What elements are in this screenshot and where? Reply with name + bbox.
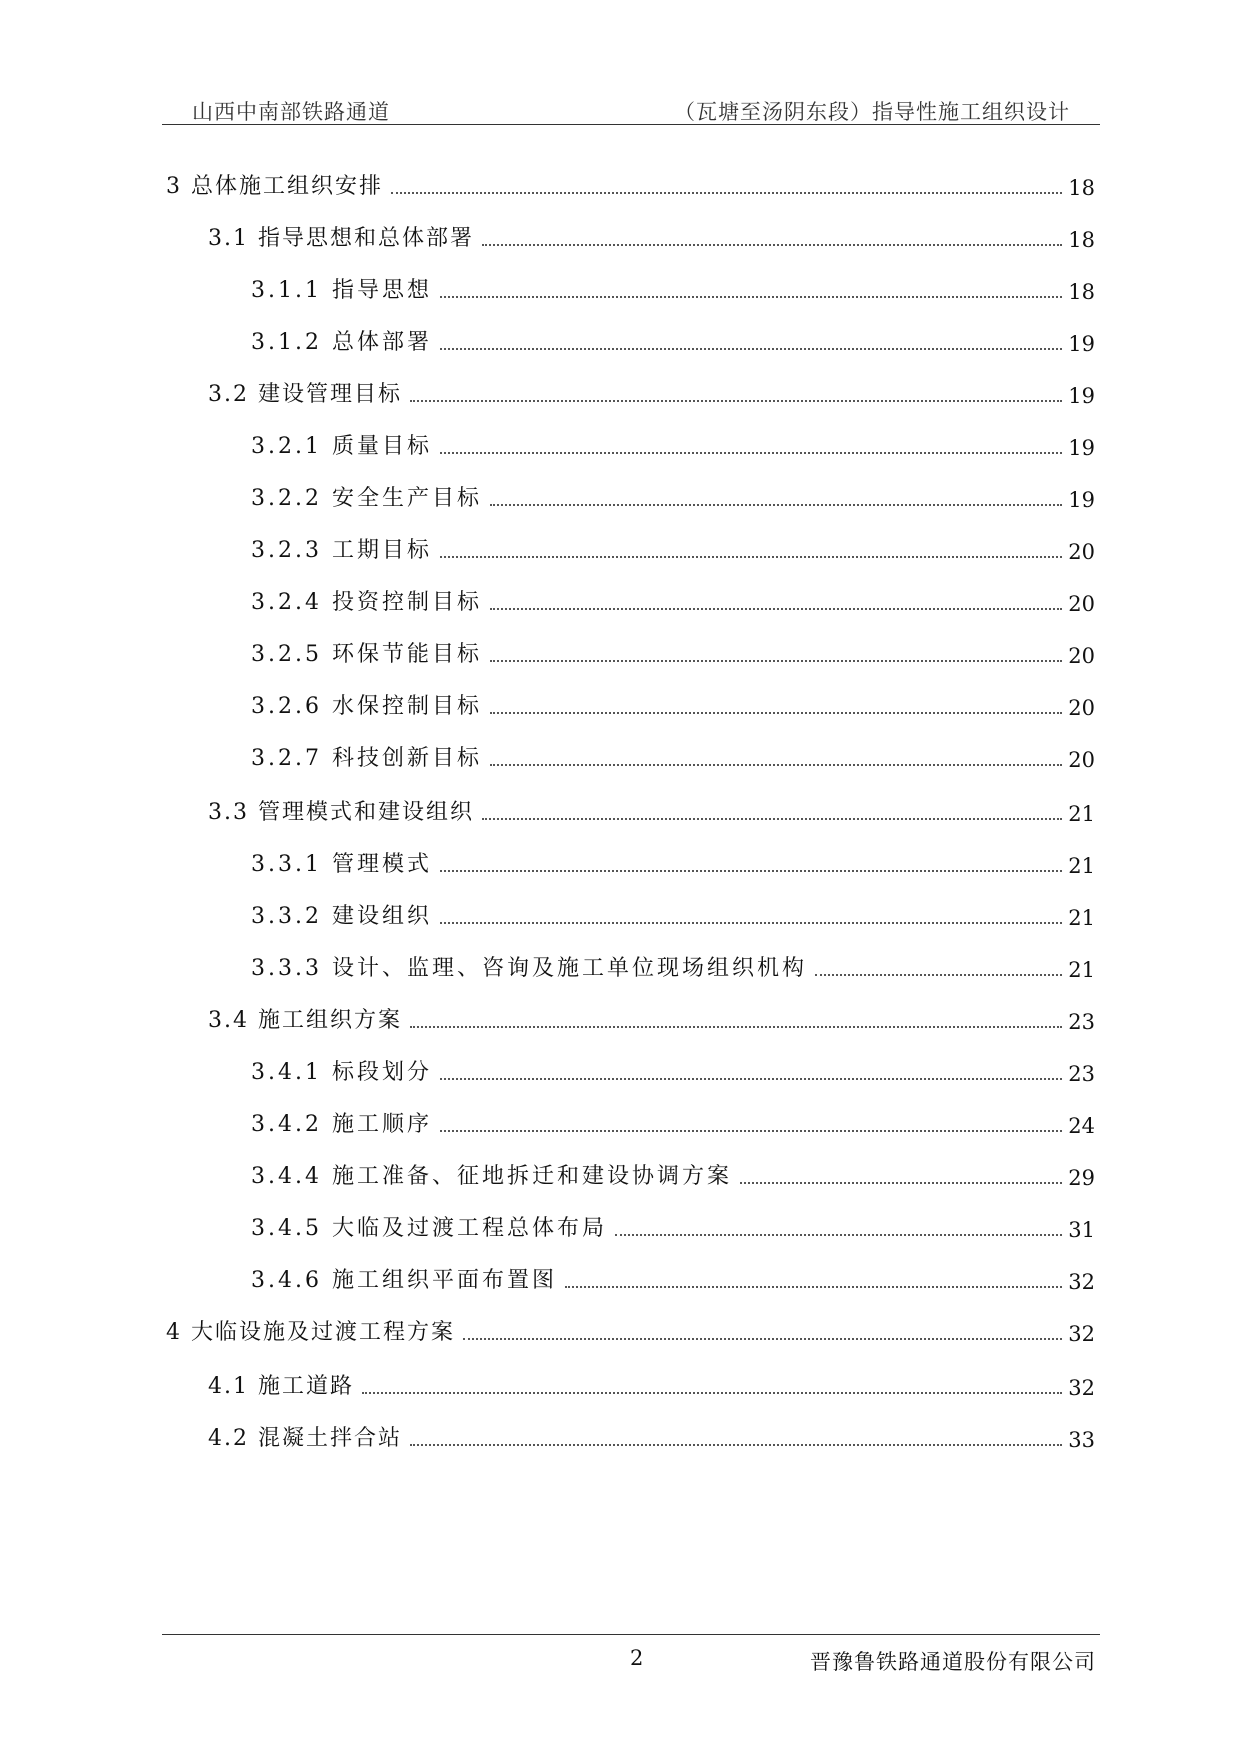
toc-leader-dots xyxy=(490,764,1062,766)
toc-leader-dots xyxy=(565,1286,1062,1288)
toc-entry-page: 20 xyxy=(1068,696,1095,720)
toc-entry-page: 24 xyxy=(1068,1114,1095,1138)
toc-entry[interactable] xyxy=(251,326,1095,356)
toc-leader-dots xyxy=(410,1026,1062,1028)
toc-leader-dots xyxy=(490,608,1062,610)
toc-entry-label: 3.2.3 工期目标 xyxy=(251,538,432,563)
toc-entry-label: 3.2.1 质量目标 xyxy=(251,434,432,459)
toc-entry-page: 21 xyxy=(1068,854,1095,878)
header-document-title: （瓦塘至汤阴东段）指导性施工组织设计 xyxy=(674,100,1070,124)
toc-leader-dots xyxy=(815,974,1062,976)
toc-leader-dots xyxy=(440,348,1062,350)
toc-entry-page: 33 xyxy=(1068,1428,1095,1452)
toc-leader-dots xyxy=(440,870,1062,872)
toc-leader-dots xyxy=(463,1338,1062,1340)
toc-entry-label: 3.2.5 环保节能目标 xyxy=(251,642,482,667)
toc-entry-page: 23 xyxy=(1068,1010,1095,1034)
toc-entry-page: 18 xyxy=(1068,280,1095,304)
toc-entry[interactable] xyxy=(251,430,1095,460)
toc-entry-label: 4 大临设施及过渡工程方案 xyxy=(166,1320,455,1345)
toc-entry[interactable] xyxy=(208,796,1095,826)
toc-entry-label: 3.4 施工组织方案 xyxy=(208,1008,402,1033)
toc-entry-label: 3.3.2 建设组织 xyxy=(251,904,432,929)
toc-entry-label: 3.3.3 设计、监理、咨询及施工单位现场组织机构 xyxy=(251,956,807,981)
toc-entry-page: 21 xyxy=(1068,802,1095,826)
toc-entry-label: 3.4.4 施工准备、征地拆迁和建设协调方案 xyxy=(251,1164,732,1189)
toc-leader-dots xyxy=(440,922,1062,924)
toc-entry[interactable] xyxy=(251,1108,1095,1138)
toc-entry-page: 23 xyxy=(1068,1062,1095,1086)
toc-entry-page: 31 xyxy=(1068,1218,1095,1242)
toc-leader-dots xyxy=(362,1392,1062,1394)
toc-entry-page: 32 xyxy=(1068,1376,1095,1400)
toc-leader-dots xyxy=(490,660,1062,662)
toc-leader-dots xyxy=(482,244,1062,246)
toc-entry[interactable] xyxy=(251,274,1095,304)
toc-entry[interactable] xyxy=(251,742,1095,772)
page-number: 2 xyxy=(630,1646,644,1670)
toc-entry-page: 20 xyxy=(1068,644,1095,668)
toc-entry-label: 3.1.1 指导思想 xyxy=(251,278,432,303)
toc-entry-page: 32 xyxy=(1068,1322,1095,1346)
page-header xyxy=(162,92,1100,122)
toc-entry-page: 20 xyxy=(1068,748,1095,772)
toc-entry-page: 19 xyxy=(1068,436,1095,460)
toc-leader-dots xyxy=(740,1182,1062,1184)
toc-entry-label: 3.4.2 施工顺序 xyxy=(251,1112,432,1137)
toc-entry[interactable] xyxy=(166,1316,1095,1346)
toc-entry-label: 4.2 混凝土拌合站 xyxy=(208,1426,402,1451)
toc-entry[interactable] xyxy=(251,638,1095,668)
toc-entry-label: 3.1.2 总体部署 xyxy=(251,330,432,355)
toc-entry-label: 3.2.7 科技创新目标 xyxy=(251,746,482,771)
toc-leader-dots xyxy=(440,296,1062,298)
toc-entry-label: 4.1 施工道路 xyxy=(208,1374,354,1399)
toc-entry-page: 19 xyxy=(1068,488,1095,512)
toc-leader-dots xyxy=(482,818,1062,820)
toc-entry-label: 3.3 管理模式和建设组织 xyxy=(208,800,474,825)
toc-leader-dots xyxy=(490,712,1062,714)
header-project-name: 山西中南部铁路通道 xyxy=(192,100,390,124)
toc-entry[interactable] xyxy=(208,1370,1095,1400)
toc-entry-label: 3.2 建设管理目标 xyxy=(208,382,402,407)
toc-leader-dots xyxy=(410,400,1062,402)
toc-entry[interactable] xyxy=(251,586,1095,616)
toc-entry-label: 3.2.2 安全生产目标 xyxy=(251,486,482,511)
toc-entry-page: 18 xyxy=(1068,176,1095,200)
toc-leader-dots xyxy=(440,556,1062,558)
toc-entry[interactable] xyxy=(251,482,1095,512)
toc-entry-label: 3.2.4 投资控制目标 xyxy=(251,590,482,615)
toc-leader-dots xyxy=(410,1444,1062,1446)
toc-entry-label: 3.2.6 水保控制目标 xyxy=(251,694,482,719)
toc-entry[interactable] xyxy=(251,1160,1095,1190)
toc-entry[interactable] xyxy=(251,900,1095,930)
toc-entry[interactable] xyxy=(251,1056,1095,1086)
toc-entry-page: 19 xyxy=(1068,332,1095,356)
toc-leader-dots xyxy=(615,1234,1062,1236)
toc-entry-page: 29 xyxy=(1068,1166,1095,1190)
page-footer xyxy=(162,1642,1100,1672)
toc-entry[interactable] xyxy=(251,1264,1095,1294)
toc-entry[interactable] xyxy=(208,1004,1095,1034)
footer-company-name: 晋豫鲁铁路通道股份有限公司 xyxy=(810,1650,1096,1674)
toc-entry-label: 3.4.6 施工组织平面布置图 xyxy=(251,1268,557,1293)
header-divider xyxy=(162,124,1100,125)
toc-entry-page: 19 xyxy=(1068,384,1095,408)
toc-leader-dots xyxy=(391,192,1062,194)
toc-leader-dots xyxy=(440,1078,1062,1080)
toc-entry-page: 32 xyxy=(1068,1270,1095,1294)
footer-divider xyxy=(162,1634,1100,1635)
toc-entry[interactable] xyxy=(251,848,1095,878)
toc-entry-label: 3.4.1 标段划分 xyxy=(251,1060,432,1085)
toc-entry[interactable] xyxy=(208,222,1095,252)
toc-leader-dots xyxy=(440,452,1062,454)
toc-entry-page: 20 xyxy=(1068,540,1095,564)
toc-leader-dots xyxy=(440,1130,1062,1132)
toc-entry[interactable] xyxy=(208,378,1095,408)
toc-entry-label: 3.4.5 大临及过渡工程总体布局 xyxy=(251,1216,607,1241)
toc-entry-page: 18 xyxy=(1068,228,1095,252)
toc-entry-page: 21 xyxy=(1068,906,1095,930)
toc-entry[interactable] xyxy=(166,170,1095,200)
toc-entry[interactable] xyxy=(251,952,1095,982)
toc-entry[interactable] xyxy=(208,1422,1095,1452)
toc-entry-label: 3.1 指导思想和总体部署 xyxy=(208,226,474,251)
toc-entry[interactable] xyxy=(251,534,1095,564)
toc-entry[interactable] xyxy=(251,1212,1095,1242)
toc-entry[interactable] xyxy=(251,690,1095,720)
toc-entry-label: 3 总体施工组织安排 xyxy=(166,174,383,199)
toc-entry-page: 21 xyxy=(1068,958,1095,982)
toc-entry-page: 20 xyxy=(1068,592,1095,616)
toc-entry-label: 3.3.1 管理模式 xyxy=(251,852,432,877)
toc-leader-dots xyxy=(490,504,1062,506)
